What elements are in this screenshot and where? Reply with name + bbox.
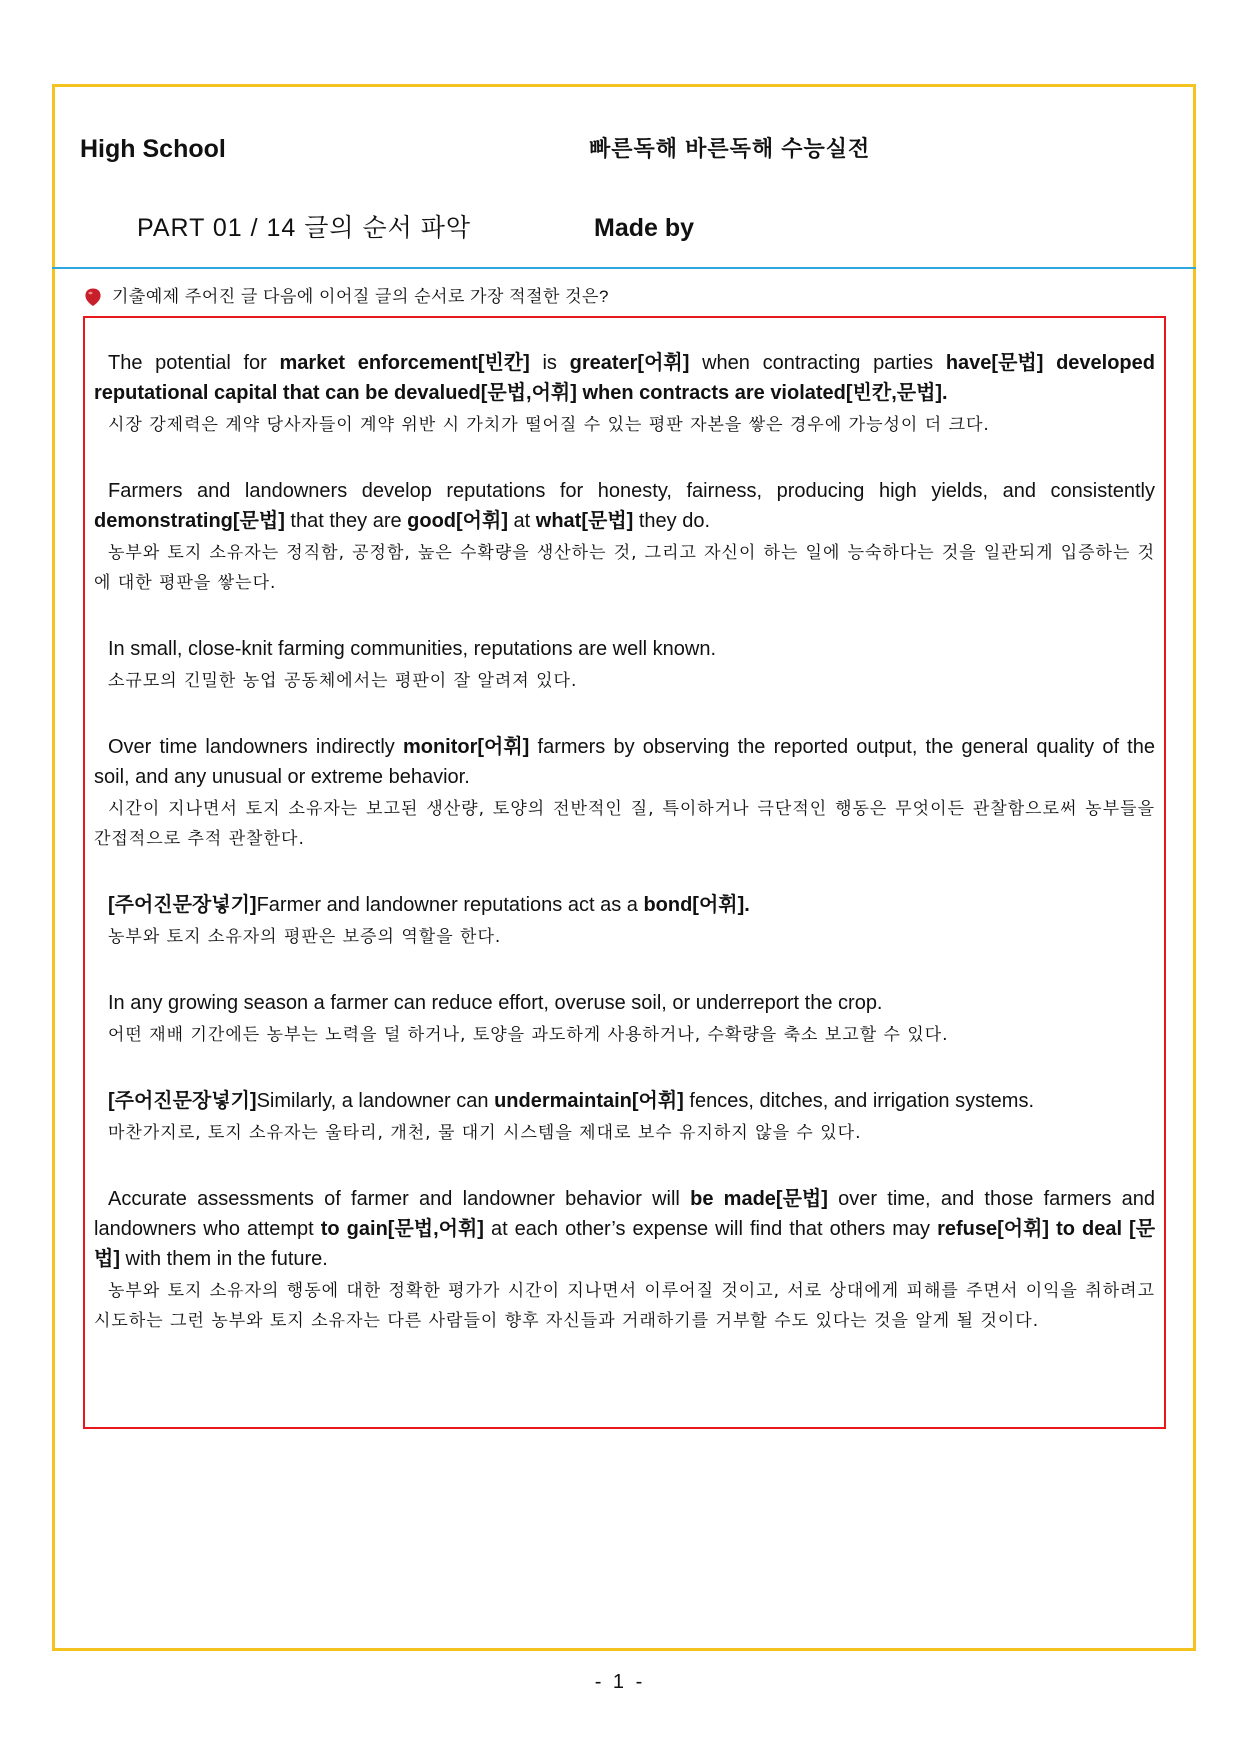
bold-key-term: [주어진문장넣기]: [108, 894, 257, 916]
korean-translation: 농부와 토지 소유자의 행동에 대한 정확한 평가가 시간이 지나면서 이루어질 것이고, 서로 상대에게 피해를 주면서 이익을 취하려고 시도하는 그런 농부와 토지 소유자는 다른 사람들이 향후 자신들과 거래하기를 거부할 수도 있다는 것을 알게 될 것이다.: [94, 1281, 1155, 1331]
passage-paragraph: [94, 476, 1155, 598]
english-sentence: [94, 1086, 1155, 1116]
text-run: is: [529, 352, 570, 374]
passage-paragraph: [94, 348, 1155, 440]
passage-paragraph: [94, 732, 1155, 854]
text-run: In any growing season a farmer can reduce effort, overuse soil, or underreport the crop.: [108, 992, 883, 1014]
bold-key-term: good[어휘]: [407, 510, 508, 532]
text-run: Accurate assessments of farmer and landowner behavior will: [108, 1188, 691, 1210]
text-run: farmers by observing the reported output, the general quality of the soil, and any unusual or extreme behavior.: [94, 736, 1155, 788]
bold-key-term: monitor[어휘]: [402, 736, 530, 758]
text-run: Farmers and landowners develop reputations for honesty, fairness, producing high yields, and consistently: [108, 480, 1155, 502]
text-run: Similarly, a landowner can: [256, 1090, 495, 1112]
english-sentence: [94, 476, 1155, 536]
bold-key-term: refuse[어휘] to deal [문법]: [94, 1218, 1156, 1270]
english-sentence: [94, 1184, 1155, 1274]
passage-paragraph: [94, 988, 1155, 1050]
english-sentence: [94, 890, 1155, 920]
bold-key-term: what[문법]: [535, 510, 634, 532]
korean-translation: 소규모의 긴밀한 농업 공동체에서는 평판이 잘 알려져 있다.: [108, 671, 578, 691]
english-sentence: [94, 988, 1155, 1018]
bold-key-term: have[문법] developed reputational capital that can be devalued[문법,어휘] when contracts are violated[빈칸,문법].: [94, 352, 1155, 404]
bold-key-term: demonstrating[문법]: [94, 510, 285, 532]
korean-translation: 시장 강제력은 계약 당사자들이 계약 위반 시 가치가 떨어질 수 있는 평판 자본을 쌓은 경우에 가능성이 더 크다.: [108, 415, 990, 435]
english-sentence: [94, 348, 1155, 408]
page-number: - 1 -: [594, 1671, 646, 1693]
bold-key-term: to gain[문법,어휘]: [320, 1218, 484, 1240]
text-run: when contracting parties: [689, 352, 946, 374]
bold-key-term: bond[어휘].: [643, 894, 750, 916]
text-run: Farmer and landowner reputations act as a: [256, 894, 644, 916]
text-run: with them in the future.: [119, 1248, 328, 1270]
english-sentence: [94, 732, 1155, 792]
bold-key-term: market enforcement[빈칸]: [279, 352, 530, 374]
series-title: 빠른독해 바른독해 수능실전: [589, 136, 871, 161]
bold-key-term: [주어진문장넣기]: [108, 1090, 257, 1112]
text-run: The potential for: [108, 352, 280, 374]
header-divider: [52, 267, 1196, 269]
bold-key-term: be made[문법]: [690, 1188, 828, 1210]
part-title: PART 01 / 14 글의 순서 파악: [137, 214, 472, 242]
passage-paragraph: [94, 1184, 1155, 1336]
text-run: Over time landowners indirectly: [108, 736, 403, 758]
school-level-label: High School: [80, 135, 226, 163]
bold-key-term: greater[어휘]: [569, 352, 690, 374]
korean-translation: 농부와 토지 소유자의 평판은 보증의 역할을 한다.: [108, 927, 502, 947]
text-run: In small, close-knit farming communities, reputations are well known.: [108, 638, 717, 660]
text-run: over time, and those farmers and landowners who attempt: [94, 1188, 1155, 1240]
bold-key-term: undermaintain[어휘]: [494, 1090, 684, 1112]
korean-translation: 어떤 재배 기간에든 농부는 노력을 덜 하거나, 토양을 과도하게 사용하거나, 수확량을 축소 보고할 수 있다.: [108, 1025, 949, 1045]
english-sentence: [94, 634, 1155, 664]
passage-paragraph: [94, 890, 1155, 952]
passage-paragraph: [94, 634, 1155, 696]
passage-box: [83, 316, 1166, 1429]
korean-translation: 농부와 토지 소유자는 정직함, 공정함, 높은 수확량을 생산하는 것, 그리고 자신이 하는 일에 능숙하다는 것을 일관되게 입증하는 것에 대한 평판을 쌓는다.: [94, 543, 1155, 593]
text-run: fences, ditches, and irrigation systems.: [683, 1090, 1034, 1112]
passage-paragraph: [94, 1086, 1155, 1148]
korean-translation: 시간이 지나면서 토지 소유자는 보고된 생산량, 토양의 전반적인 질, 특이하거나 극단적인 행동은 무엇이든 관찰함으로써 농부들을 간접적으로 추적 관찰한다.: [94, 799, 1155, 849]
text-run: that they are: [284, 510, 408, 532]
red-drop-icon: [84, 287, 102, 307]
question-text: 기출예제 주어진 글 다음에 이어질 글의 순서로 가장 적절한 것은?: [112, 287, 609, 306]
korean-translation: 마찬가지로, 토지 소유자는 울타리, 개천, 물 대기 시스템을 제대로 보수 유지하지 않을 수 있다.: [108, 1123, 862, 1143]
question-prompt: [84, 285, 609, 309]
text-run: at: [507, 510, 536, 532]
text-run: at each other’s expense will find that others may: [483, 1218, 938, 1240]
text-run: they do.: [633, 510, 711, 532]
made-by-label: Made by: [594, 214, 695, 242]
